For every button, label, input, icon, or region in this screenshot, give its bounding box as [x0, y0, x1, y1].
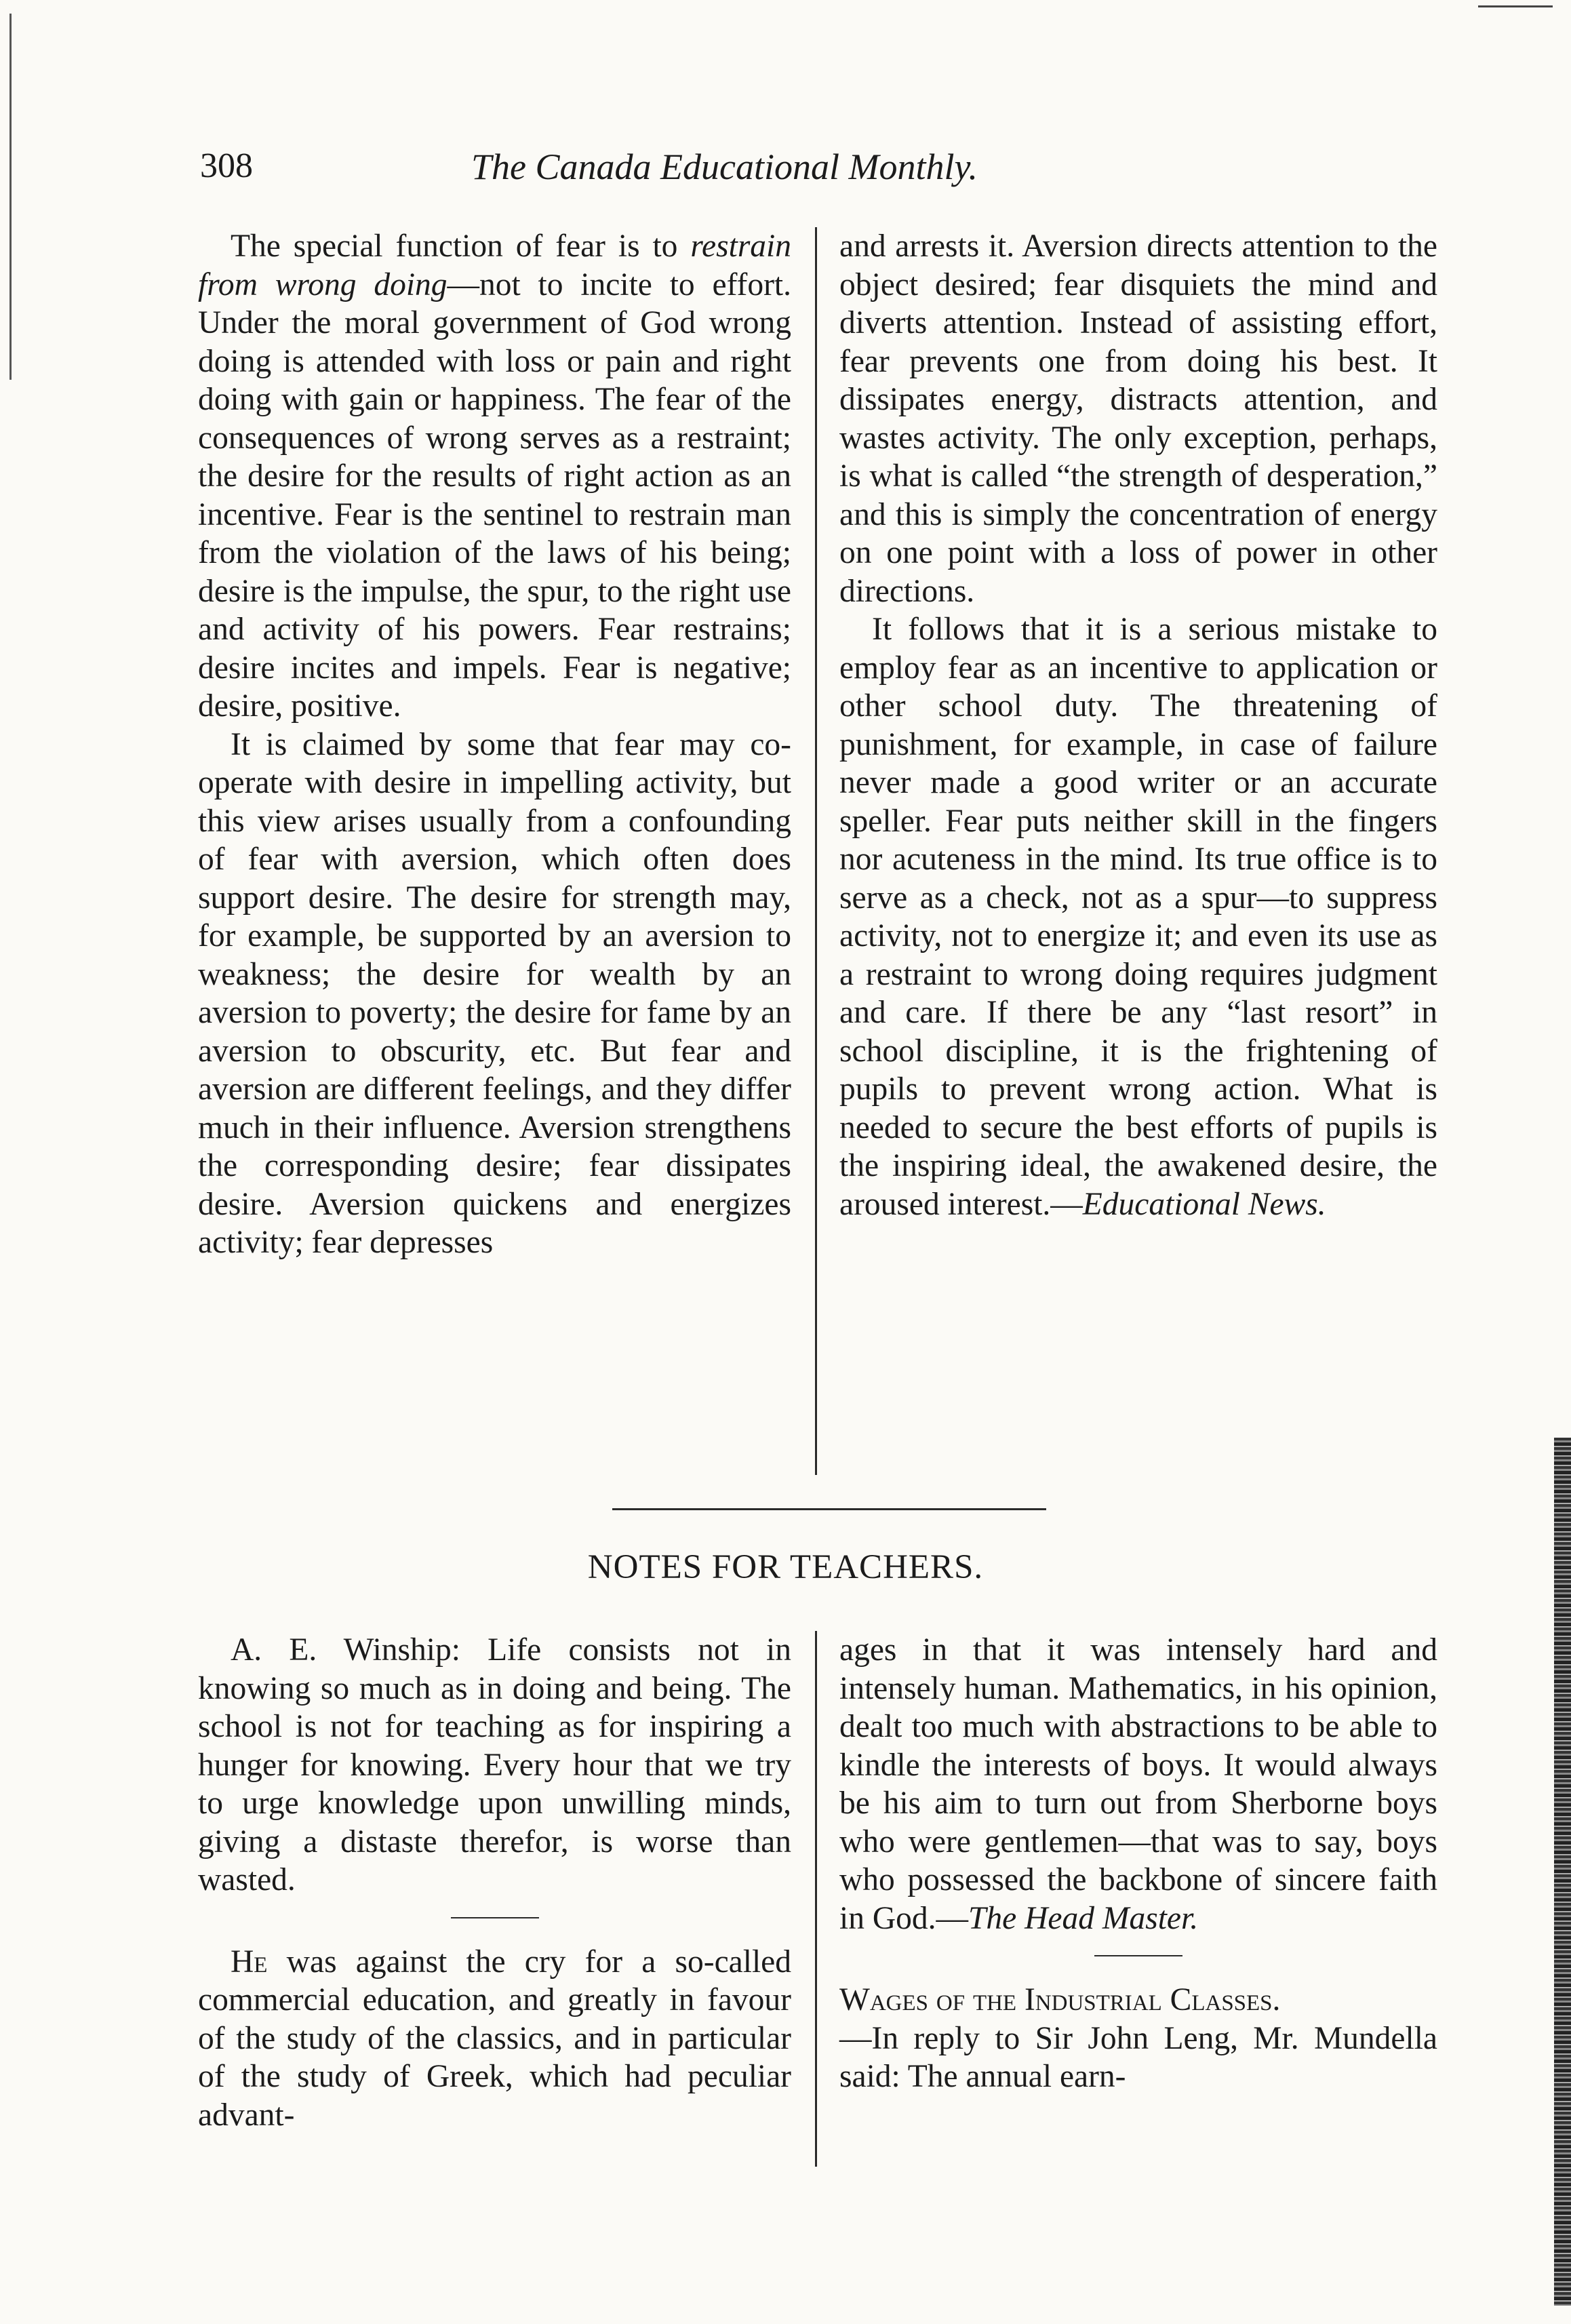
article-paragraph-1-text: The special function of fear is to restrain from wrong doing—not to incite to effort. Under the moral government of God wrong doing is attended with loss or pain and right doing with gain or happiness. The fear of the consequences of wrong serves as a restraint; the desire for the results of right action as an incentive. Fear is the sentinel to restrain man from the violation of the laws of his being; desire is the impulse, the spur, to the right use and activity of his powers. Fear restrains; desire incites and impels. Fear is negative; desire, positive. — [198, 229, 791, 724]
note-classics-lead: He — [231, 1944, 268, 1980]
note-winship: A. E. Winship: Life consists not in knowing so much as in doing and being. The school is not for teaching as for inspiring a hunger for knowing. Every hour that we try to urge knowledge upon unwilling minds, giving a distaste therefor, is worse than wasted. — [198, 1632, 791, 1897]
note-classics-cont-text: ages in that it was intensely hard and intensely human. Mathematics, in his opinion, dealt too much with abstractions to be able to kindle the interests of boys. It would always be his aim to turn out from Sherborne boys who were gentlemen—that was to say, boys who possessed the backbone of sincere faith in God.— — [839, 1632, 1437, 1936]
section-heading: NOTES FOR TEACHERS. — [587, 1548, 984, 1586]
article-paragraph-2: It is claimed by some that fear may co-operate with desire in impelling activity, but this view arises usually from a confounding of fear with aversion, which often does support desire. The desire for strength may, for example, be supported by an aversion to weakness; the desire for wealth by an aversion to poverty; the desire for fame by an aversion to obscurity, etc. But fear and aversion are different feelings, and they differ much in their influence. Aversion strengthens the corresponding desire; fear dissipates desire. Aversion quickens and energizes activity; fear depresses — [198, 726, 791, 1260]
note-classics-body: was against the cry for a so-called commercial education, and greatly in favour of the study of the classics, and in particular of the study of Greek, which had peculiar advant- — [198, 1944, 791, 2133]
article-source: Educational News. — [1082, 1186, 1326, 1222]
note-separator — [451, 1917, 539, 1918]
scan-margin-line — [9, 14, 12, 380]
article-column-left — [198, 227, 791, 1262]
note-wages-heading: Wages of the Industrial Classes. — [839, 1982, 1281, 2017]
note-classics-continued — [839, 1631, 1437, 1937]
article-column-right — [839, 227, 1437, 1223]
italic-phrase: restrain from wrong doing — [198, 229, 791, 302]
article-paragraph-1 — [198, 227, 791, 726]
note-wages-body: —In reply to Sir John Leng, Mr. Mundella said: The annual earn- — [839, 2020, 1437, 2094]
article-paragraph-3: and arrests it. Aversion directs attention to the object desired; fear disquiets the mind and diverts attention. Instead of assisting effort, fear prevents one from doing his best. It dissipates energy, distracts attention, and wastes activity. The only exception, perhaps, is what is called “the strength of desperation,” and this is simply the concentration of energy on one point with a loss of power in other directions. — [839, 229, 1437, 609]
note-wages — [839, 1981, 1437, 2096]
notes-column-left — [198, 1631, 791, 2134]
note-separator-2 — [1094, 1955, 1182, 1956]
running-title: The Canada Educational Monthly. — [471, 146, 978, 187]
page-header — [200, 146, 1163, 200]
note-classics — [198, 1943, 791, 2135]
column-divider-bottom — [815, 1631, 817, 2167]
column-divider-top — [815, 227, 817, 1475]
section-rule — [612, 1508, 1046, 1510]
article-paragraph-4-text: It follows that it is a serious mistake to employ fear as an incentive to application or other school duty. The threatening of punishment, for example, in case of failure never made a good writer or an accurate speller. Fear puts neither skill in the fingers nor acuteness in the mind. Its true office is to serve as a check, not as a spur—to suppress activity, not to energize it; and even its use as a restraint to wrong doing requires judgment and care. If there be any “last resort” in school discipline, it is the frightening of pupils to prevent wrong action. What is needed to secure the best efforts of pupils is the inspiring ideal, the awakened desire, the aroused interest.— — [839, 612, 1437, 1222]
article-paragraph-4 — [839, 610, 1437, 1223]
notes-column-right — [839, 1631, 1437, 2096]
page-number: 308 — [200, 146, 253, 185]
scan-corner-mark — [1478, 5, 1553, 7]
note-classics-source: The Head Master. — [968, 1900, 1199, 1936]
